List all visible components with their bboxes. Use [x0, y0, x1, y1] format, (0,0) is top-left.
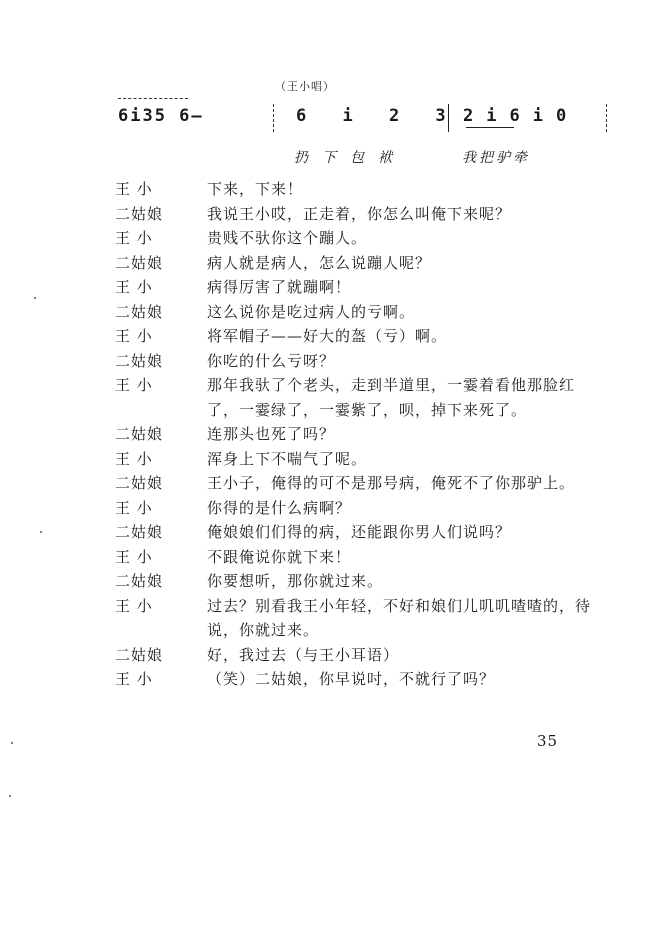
dialogue-row — [115, 447, 595, 472]
singer-note: （王小唱） — [275, 80, 335, 93]
speaker: 王 小 — [115, 327, 153, 345]
dialogue-line: 那年我驮了个老头，走到半道里，一霎着看他那脸红了，一霎绿了，一霎紫了，呗，掉下来死了。 — [207, 376, 576, 419]
dialogue-block — [115, 177, 595, 692]
score-measure-2: 6 i 2 3 — [296, 106, 459, 126]
dialogue-line: 你吃的什么亏呀？ — [207, 351, 336, 370]
speaker: 王 小 — [115, 278, 153, 296]
speaker: 二姑娘 — [115, 253, 164, 272]
dialogue-row — [115, 177, 595, 202]
dialogue-row — [115, 471, 595, 496]
speaker: 二姑娘 — [115, 425, 164, 443]
bar-line — [448, 104, 450, 132]
speaker: 王 小 — [115, 449, 153, 468]
speaker: 二姑娘 — [115, 474, 164, 492]
dialogue-line: 不跟俺说你就下来！ — [207, 547, 352, 566]
dialogue-line: 下来，下来！ — [207, 180, 304, 198]
speaker: 二姑娘 — [115, 523, 164, 541]
dialogue-line: 将军帽子——好大的盔（亏）啊。 — [207, 327, 448, 345]
scan-speck — [9, 795, 11, 797]
speaker: 王 小 — [115, 498, 153, 517]
speaker: 二姑娘 — [115, 572, 164, 590]
dialogue-row — [115, 594, 595, 643]
speaker: 二姑娘 — [115, 351, 164, 370]
dialogue-row — [115, 569, 595, 594]
dialogue-line: 我说王小哎，正走着，你怎么叫俺下来呢？ — [207, 204, 512, 223]
speaker: 二姑娘 — [115, 645, 164, 664]
dialogue-line: （笑）二姑娘，你早说吋，不就行了吗？ — [207, 670, 496, 688]
dialogue-line: 好，我过去（与王小耳语） — [207, 645, 400, 664]
dialogue-line: 王小子，俺得的可不是那号病，俺死不了你那驴上。 — [207, 474, 576, 492]
page-number: 35 — [537, 732, 559, 750]
score-dash — [118, 98, 188, 99]
speaker: 王 小 — [115, 547, 153, 566]
speaker: 王 小 — [115, 670, 153, 688]
lyrics-2: 我把驴牵 — [462, 150, 530, 166]
score-measure-3: 2i6i0 — [463, 106, 580, 126]
speaker: 王 小 — [115, 229, 153, 247]
score-measure-1: 6i35 6— — [118, 106, 204, 126]
scan-speck — [34, 297, 36, 299]
bar-line — [606, 104, 608, 132]
beam-underline — [466, 127, 514, 128]
dialogue-row — [115, 520, 595, 545]
dialogue-row — [115, 349, 595, 374]
speaker: 王 小 — [115, 596, 153, 615]
dialogue-row — [115, 275, 595, 300]
dialogue-row — [115, 422, 595, 447]
dialogue-line: 你要想听，那你就过来。 — [207, 572, 384, 590]
dialogue-row — [115, 324, 595, 349]
dialogue-row — [115, 226, 595, 251]
dialogue-line: 连那头也死了吗？ — [207, 425, 336, 443]
speaker: 二姑娘 — [115, 302, 164, 321]
dialogue-row — [115, 545, 595, 570]
lyrics-1: 扔下包袱 — [294, 150, 406, 166]
dialogue-line: 过去？别看我王小年轻，不好和娘们儿叽叽喳喳的，待说，你就过来。 — [207, 596, 592, 639]
dialogue-line: 病得厉害了就蹦啊！ — [207, 278, 352, 296]
dialogue-line: 你得的是什么病啊？ — [207, 498, 352, 517]
dialogue-line: 俺娘娘们们得的病，还能跟你男人们说吗？ — [207, 523, 512, 541]
dialogue-row — [115, 667, 595, 692]
dialogue-row — [115, 496, 595, 521]
dialogue-line: 浑身上下不喘气了呢。 — [207, 449, 368, 468]
speaker: 王 小 — [115, 180, 153, 198]
dialogue-line: 这么说你是吃过病人的亏啊。 — [207, 302, 416, 321]
scan-speck — [11, 742, 13, 744]
dialogue-row — [115, 373, 595, 422]
dialogue-row — [115, 300, 595, 325]
speaker: 王 小 — [115, 376, 153, 394]
dialogue-row — [115, 202, 595, 227]
dialogue-line: 贵贱不驮你这个蹦人。 — [207, 229, 368, 247]
scan-speck — [40, 531, 42, 533]
bar-line — [273, 104, 275, 132]
dialogue-line: 病人就是病人，怎么说蹦人呢？ — [207, 253, 432, 272]
music-score — [118, 104, 608, 134]
dialogue-row — [115, 251, 595, 276]
dialogue-row — [115, 643, 595, 668]
speaker: 二姑娘 — [115, 204, 164, 223]
